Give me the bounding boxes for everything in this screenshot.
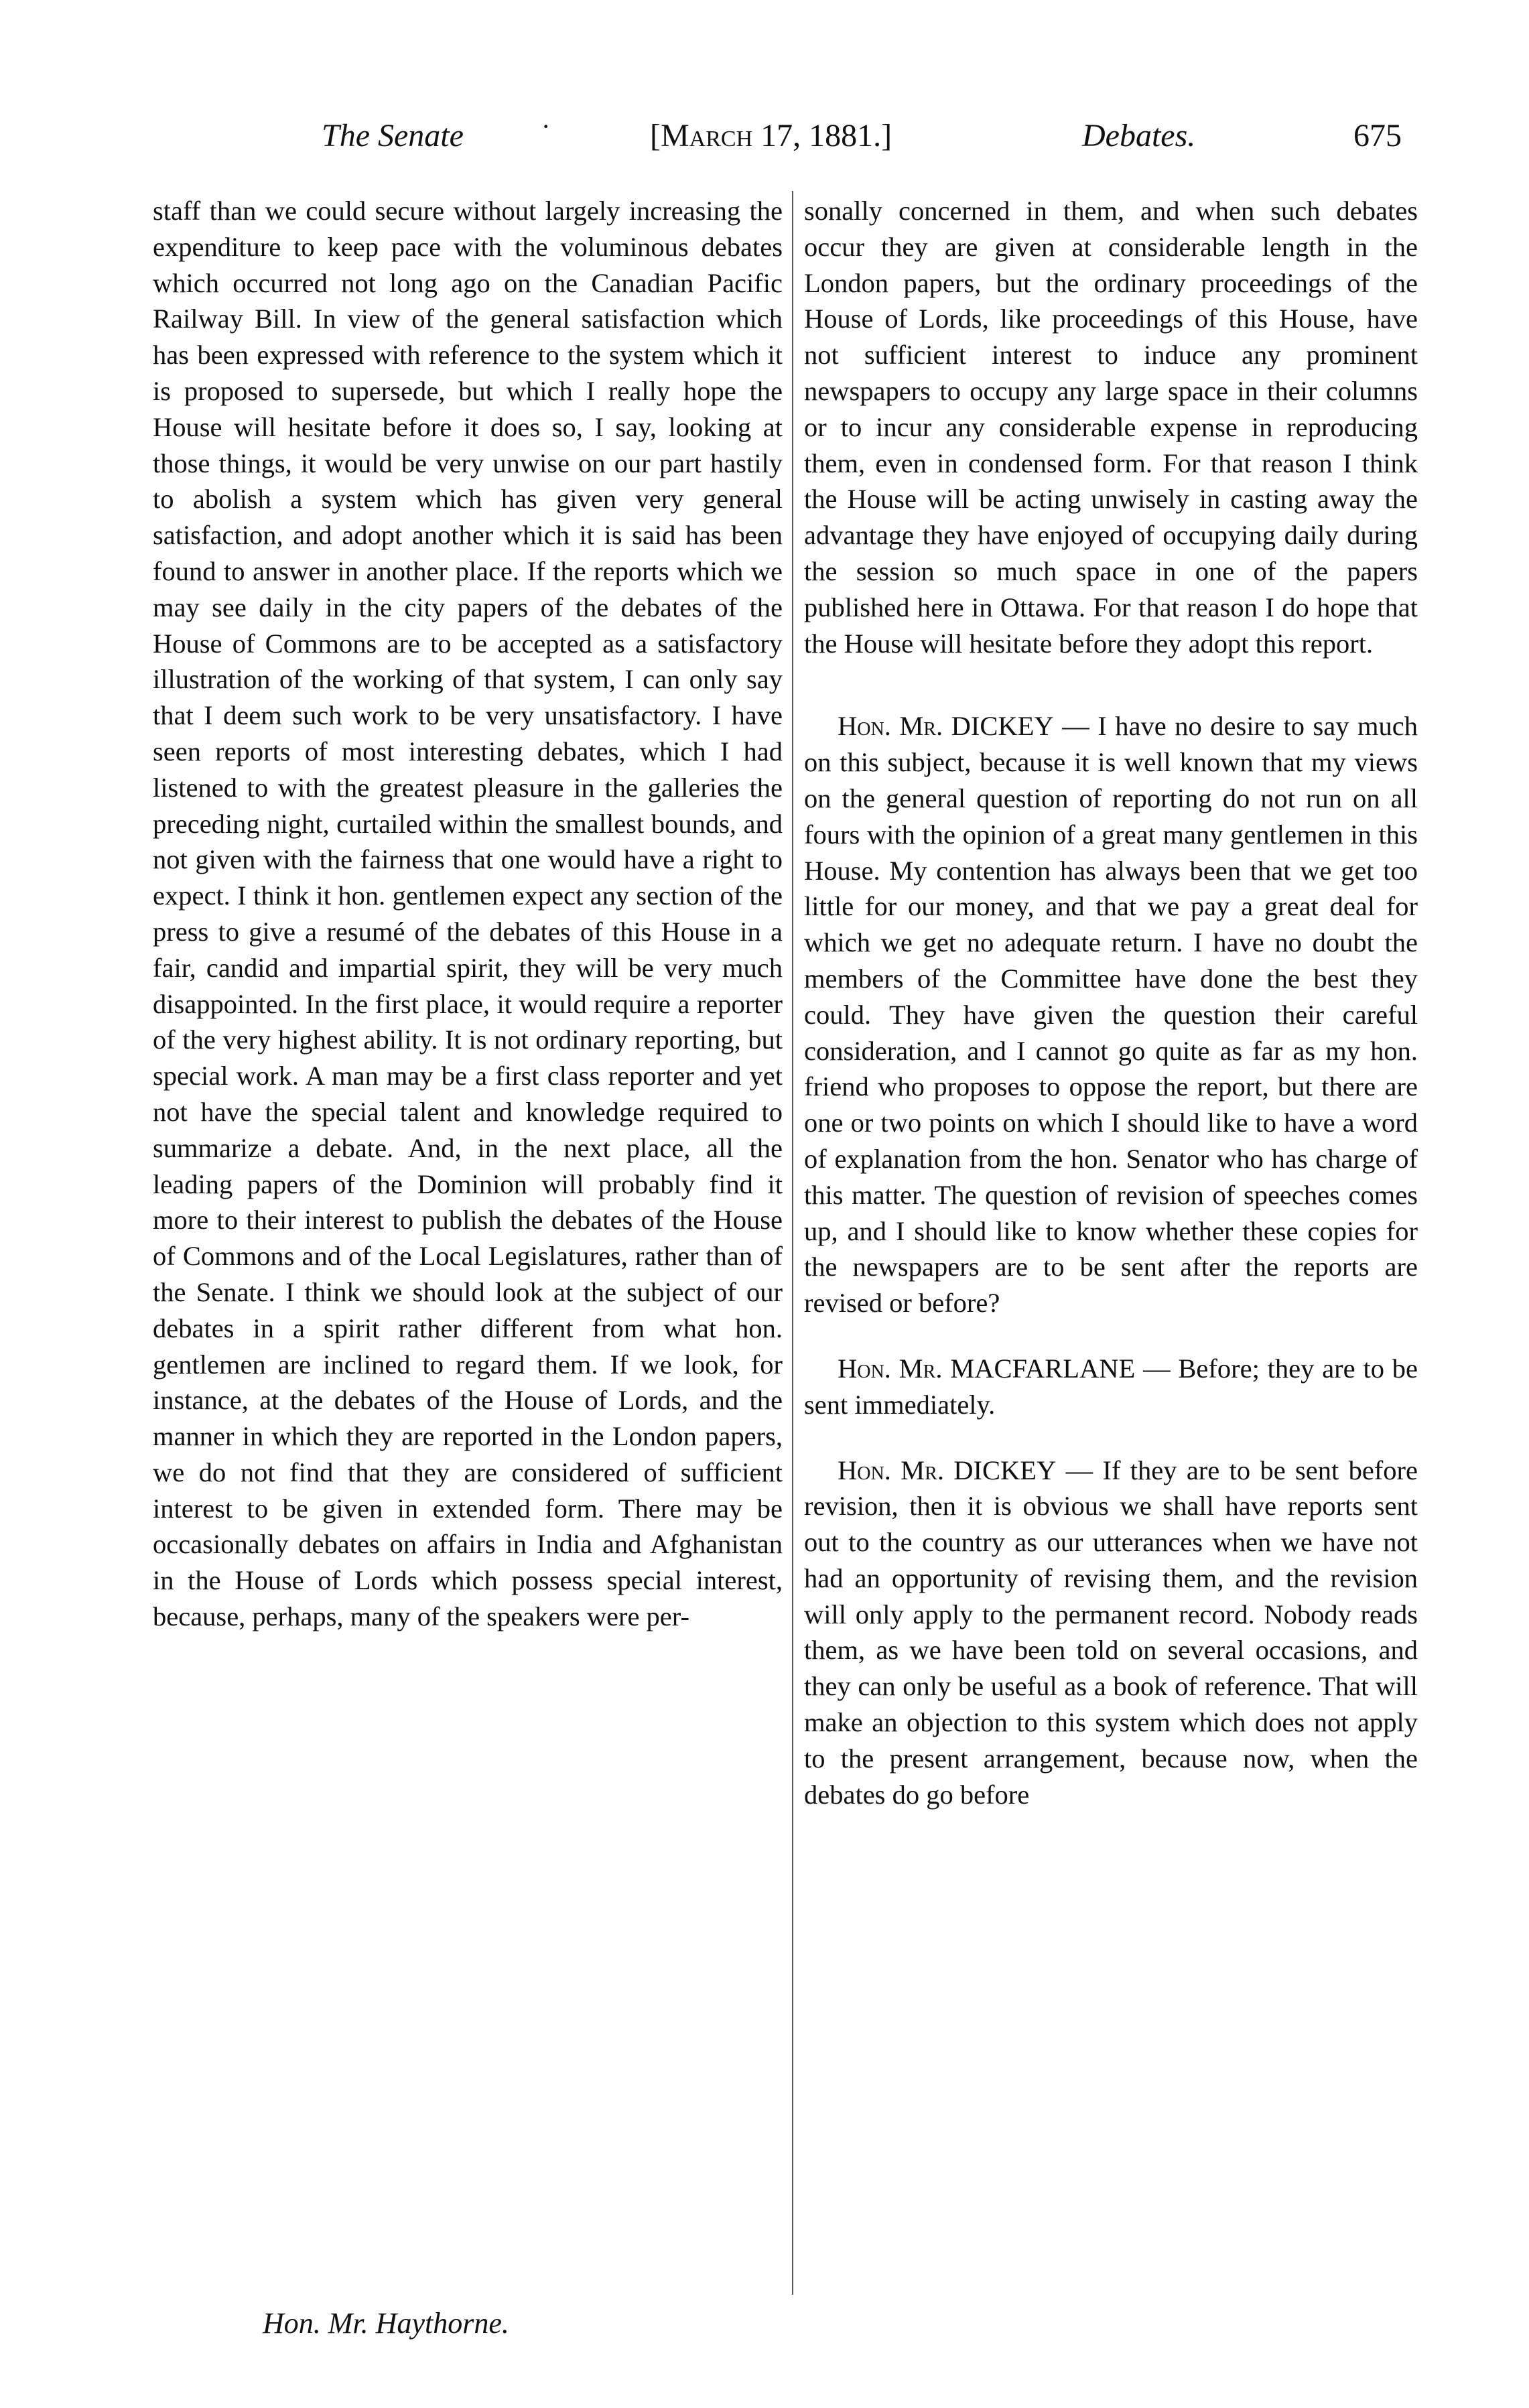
speech-text: — I have no desire to say much on this subject, because it is well known that my views on the general question of reporting do not run on all fours with the opinion of a great many gentlemen in this House. My contention has always been that we get too little for our money, and that we pay a great deal for which we get no adequate return. I have no doubt the members of the Committee have done the best they could. They have given the question their careful consideration, and I cannot go quite as far as my hon. friend who proposes to oppose the report, but there are one or two points on which I should like to have a word of explanation from the hon. Senator who has charge of this matter. The question of revision of speeches comes up, and I should like to know whether these copies for the newspapers are to be sent after the reports are revised or before? [804,711,1418,1319]
speech-dickey-1 [804,708,1418,1321]
left-column [153,193,783,1635]
right-column [804,193,1418,1812]
speaker-name: Hon. Mr. DICKEY [838,711,1054,742]
left-column-paragraph: staff than we could secure without largely increasing the expenditure to keep pace with the voluminous debates which occurred not long ago on the Canadian Pacific Railway Bill. In view of the general satisfaction which has been expressed with reference to the system which it is proposed to supersede, but which I really hope the House will hesitate before it does so, I say, looking at those things, it would be very unwise on our part hastily to abolish a system which has given very general satisfaction, and adopt another which it is said has been found to answer in another place. If the reports which we may see daily in the city papers of the debates of the House of Commons are to be accepted as a satisfactory illustration of the working of that system, I can only say that I deem such work to be very unsatisfactory. I have seen reports of most interesting debates, which I had listened to with the greatest pleasure in the galleries the preceding night, curtailed within the smallest bounds, and not given with the fairness that one would have a right to expect. I think it hon. gentlemen expect any section of the press to give a resumé of the debates of this House in a fair, candid and impartial spirit, they will be very much disappointed. In the first place, it would require a reporter of the very highest ability. It is not ordinary reporting, but special work. A man may be a first class reporter and yet not have the special talent and knowledge required to summarize a debate. And, in the next place, all the leading papers of the Dominion will probably find it more to their interest to publish the debates of the House of Commons and of the Local Legislatures, rather than of the Senate. I think we should look at the subject of our debates in a spirit rather different from what hon. gentlemen are inclined to regard them. If we look, for instance, at the debates of the House of Lords, and the manner in which they are reported in the London papers, we do not find that they are considered of sufficient interest to be given in extended form. There may be occasionally debates on affairs in India and Afghanistan in the House of Lords which possess special interest, because, perhaps, many of the speakers were per- [153,196,783,1632]
running-header [154,113,1427,159]
page-number: 675 [1353,118,1402,153]
speaker-name: Hon. Mr. DICKEY [838,1455,1057,1485]
catchword: Hon. Mr. Haythorne. [263,2307,509,2340]
header-date: [March 17, 1881.] [650,118,892,153]
speaker-name: Hon. Mr. MACFARLANE [838,1353,1136,1384]
header-dot: · [541,111,551,141]
speech-text: — Before; they are to be sent immediately. [804,1353,1418,1420]
speech-dickey-2 [804,1453,1418,1813]
speech-macfarlane [804,1351,1418,1423]
header-section: Debates. [1082,118,1196,153]
column-divider [792,191,793,2295]
speech-text: — If they are to be sent before revision, then it is obvious we shall have reports sent out to the country as our utterances when we have not had an opportunity of revising them, and the revision will only apply to the permanent record. Nobody reads them, as we have been told on several occasions, and they can only be useful as a book of reference. That will make an objection to this system which does not apply to the present arrangement, because now, when the debates do go before [804,1455,1418,1810]
header-chamber: The Senate [322,118,464,153]
right-column-continuation: sonally concerned in them, and when such debates occur they are given at considerable length in the London papers, but the ordinary proceedings of the House of Lords, like proceedings of this House, have not sufficient interest to induce any prominent newspapers to occupy any large space in their columns or to incur any considerable expense in reproducing them, even in condensed form. For that reason I think the House will be acting unwisely in casting away the advantage they have enjoyed of occupying daily during the session so much space in one of the papers published here in Ottawa. For that reason I do hope that the House will hesitate before they adopt this report. [804,196,1418,659]
